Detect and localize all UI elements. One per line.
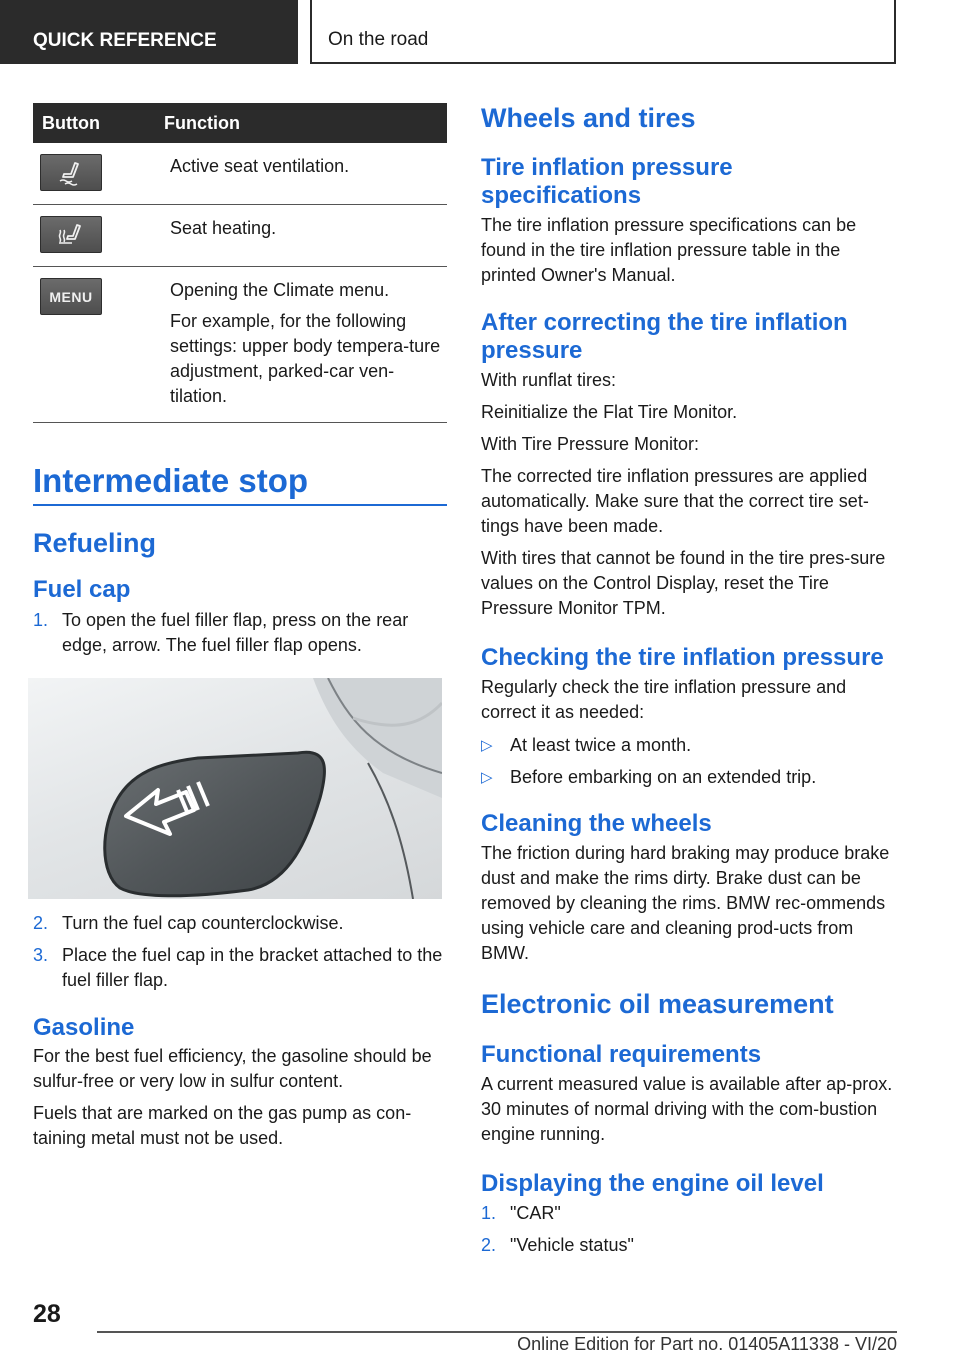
heading-gasoline: Gasoline	[33, 1014, 135, 1041]
heading-after-correcting: After correcting the tire inflation pressure	[481, 309, 848, 364]
left-column	[33, 103, 447, 1151]
gasoline-text: Fuels that are marked on the gas pump as con-taining metal must not be used.	[33, 1103, 412, 1148]
step-number: 1.	[33, 610, 49, 630]
triangle-bullet-icon: ▷	[481, 737, 493, 754]
body-text: The tire inflation pressure specifications can be found in the tire inflation pressure table in the printed Owner's Manual.	[481, 215, 857, 285]
body-text: Reinitialize the Flat Tire Monitor.	[481, 402, 738, 422]
step-number: 1.	[481, 1203, 497, 1223]
seat-heating-icon	[40, 216, 102, 253]
body-text: A current measured value is available after ap-prox. 30 minutes of normal driving with the com-bustion engine running.	[481, 1074, 893, 1144]
step-number: 2.	[33, 913, 49, 933]
fuel-filler-flap-photo	[28, 678, 442, 899]
refuel-steps	[33, 608, 447, 658]
heading-wheels-and-tires: Wheels and tires	[481, 103, 696, 133]
table-row	[33, 205, 447, 267]
step-number: 3.	[33, 945, 49, 965]
heading-displaying-oil-level: Displaying the engine oil level	[481, 1170, 824, 1197]
bullet-text: At least twice a month.	[510, 735, 692, 755]
list-item	[33, 911, 447, 936]
page-number: 28	[33, 1300, 61, 1328]
list-item	[481, 733, 896, 758]
body-text: The friction during hard braking may produce brake dust and make the rims dirty. Brake dust can be removed by cleaning the rims. BMW rec-ommends using vehicle care and cleaning prod-ucts from BMW.	[481, 843, 890, 963]
seat-ventilation-icon	[40, 154, 102, 191]
gasoline-text: For the best fuel efficiency, the gasoline should be sulfur-free or very low in sulfur content.	[33, 1046, 432, 1091]
heading-cleaning-wheels: Cleaning the wheels	[481, 810, 712, 837]
list-item	[481, 1201, 896, 1226]
right-column	[481, 103, 896, 1258]
list-item	[33, 943, 447, 993]
list-item	[481, 1233, 896, 1258]
function-text: Opening the Climate menu.	[170, 280, 390, 300]
footer-edition: Online Edition for Part no. 01405A11338 - VI/20	[517, 1334, 897, 1354]
footer-divider	[97, 1331, 897, 1333]
step-text: "Vehicle status"	[510, 1235, 634, 1255]
heading-fuel-cap: Fuel cap	[33, 576, 131, 603]
oil-steps	[481, 1201, 896, 1258]
button-function-table	[33, 103, 447, 423]
heading-electronic-oil: Electronic oil measurement	[481, 989, 834, 1019]
col-header-button: Button	[33, 103, 162, 143]
heading-intermediate-stop: Intermediate stop	[33, 462, 447, 506]
body-text: Regularly check the tire inflation pressure and correct it as needed:	[481, 677, 847, 722]
step-text: "CAR"	[510, 1203, 561, 1223]
triangle-bullet-icon: ▷	[481, 769, 493, 786]
step-number: 2.	[481, 1235, 497, 1255]
chapter-title: On the road	[310, 0, 896, 64]
body-text: With Tire Pressure Monitor:	[481, 434, 700, 454]
step-text: Place the fuel cap in the bracket attached to the fuel filler flap.	[62, 945, 443, 990]
step-text: To open the fuel filler flap, press on the rear edge, arrow. The fuel filler flap opens.	[62, 610, 409, 655]
function-text: Active seat ventilation.	[170, 156, 350, 176]
heading-functional-requirements: Functional requirements	[481, 1041, 762, 1068]
heading-checking-pressure: Checking the tire inflation pressure	[481, 644, 884, 671]
function-text: Seat heating.	[170, 218, 277, 238]
body-text: The corrected tire inflation pressures are applied automatically. Make sure that the correct tire set-tings have been made.	[481, 466, 869, 536]
bullet-list	[481, 733, 896, 790]
body-text: With runflat tires:	[481, 370, 617, 390]
table-row	[33, 267, 447, 423]
list-item	[33, 608, 447, 658]
body-text: With tires that cannot be found in the tire pres-sure values on the Control Display, reset the Tire Pressure Monitor TPM.	[481, 548, 886, 618]
refuel-steps-continued	[33, 911, 447, 993]
step-text: Turn the fuel cap counterclockwise.	[62, 913, 344, 933]
function-text: For example, for the following settings: upper body tempera-ture adjustment, parked-car ven-tilation.	[170, 311, 441, 406]
heading-tire-pressure-specs: Tire inflation pressure specifications	[481, 154, 733, 209]
list-item	[481, 765, 896, 790]
table-row	[33, 143, 447, 205]
bullet-text: Before embarking on an extended trip.	[510, 767, 817, 787]
menu-button-label: MENU	[49, 288, 93, 305]
col-header-function: Function	[162, 103, 447, 143]
menu-button-icon	[40, 278, 102, 315]
heading-refueling: Refueling	[33, 528, 157, 558]
section-tab: QUICK REFERENCE	[0, 0, 298, 64]
